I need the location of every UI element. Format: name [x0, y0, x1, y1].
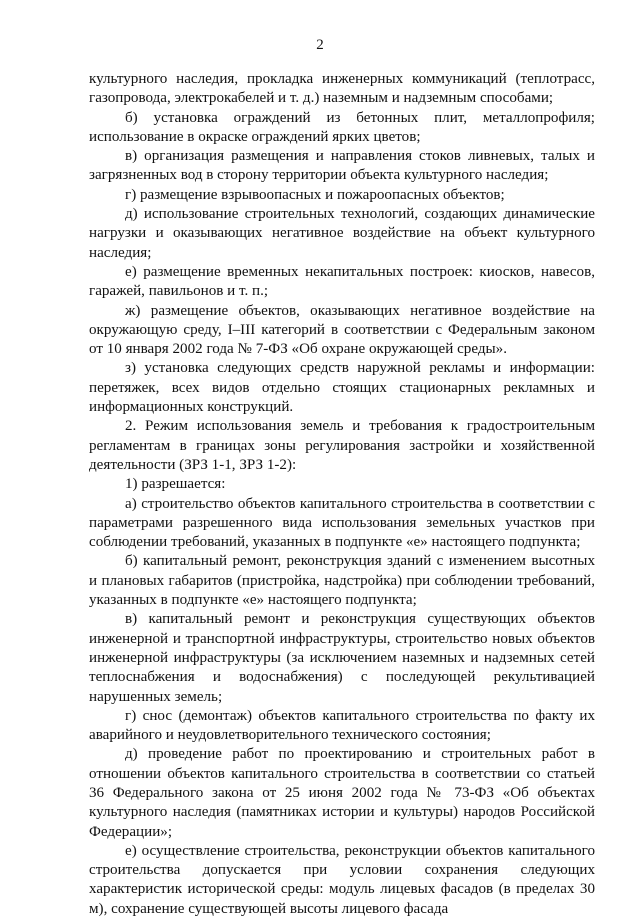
paragraph-item-a: а) строительство объектов капитального строительства в соответствии с параметрами разрешенного вида использования земельных участков при соблюдении требований, указанных в подпункте «е» настоящего подпункта;	[89, 495, 595, 551]
paragraph-item-b: б) установка ограждений из бетонных плит, металлопрофиля; использование в окраске ограждений ярких цветов;	[89, 109, 595, 145]
paragraph-section-2: 2. Режим использования земель и требования к градостроительным регламентам в границах зоны регулирования застройки и хозяйственной деятельности (ЗРЗ 1-1, ЗРЗ 1-2):	[89, 418, 595, 473]
paragraph-item-g-2: г) снос (демонтаж) объектов капитального строительства по факту их аварийного и неудовлетворительного технического состояния;	[89, 707, 595, 744]
paragraph-item-zh: ж) размещение объектов, оказывающих негативное воздействие на окружающую среду, I–III категорий в соответствии с Федеральным законом от 10 января 2002 года № 7-ФЗ «Об охране окружающей среды».	[89, 302, 595, 358]
paragraph-continuation: культурного наследия, прокладка инженерных коммуникаций (теплотрасс, газопровода, электрокабелей и т. д.) наземным и надземным способами;	[89, 71, 595, 107]
document-body	[89, 70, 595, 919]
paragraph-item-d: д) использование строительных технологий, создающих динамические нагрузки и оказывающих негативное воздействие на объект культурного наследия;	[89, 206, 595, 261]
paragraph-subsection-1: 1) разрешается:	[125, 476, 226, 493]
paragraph-item-z: з) установка следующих средств наружной рекламы и информации: перетяжек, всех видов отдельно стоящих стационарных рекламных и информационных конструкций.	[89, 360, 595, 416]
page-number: 2	[316, 37, 324, 53]
paragraph-item-b-2: б) капитальный ремонт, реконструкция зданий с изменением высотных и плановых габаритов (пристройка, надстройка) при соблюдении требований, указанных в подпункте «е» настоящего подпункта;	[89, 553, 595, 609]
paragraph-item-d-2: д) проведение работ по проектированию и строительных работ в отношении объектов капитального строительства в соответствии со статьей 36 Федерального закона от 25 июня 2002 года № 73-ФЗ «Об объектах культурного наследия (памятниках истории и культуры) народов Российской Федерации»;	[89, 746, 595, 840]
paragraph-item-v-2: в) капитальный ремонт и реконструкция существующих объектов инженерной и транспортной инфраструктуры, строительство новых объектов инженерной инфраструктуры (за исключением наземных и надземных сетей теплоснабжения и водоснабжения) с последующей рекультивацией нарушенных земель;	[89, 611, 595, 705]
paragraph-item-e-2: е) осуществление строительства, реконструкции объектов капитального строительства допускается при условии сохранения следующих характеристик исторической среды: модуль лицевых фасадов (в пределах 30 м), сохранение существующей высоты лицевого фасада	[89, 842, 595, 917]
paragraph-item-v: в) организация размещения и направления стоков ливневых, талых и загрязненных вод в сторону территории объекта культурного наследия;	[89, 148, 595, 184]
paragraph-item-g: г) размещение взрывоопасных и пожароопасных объектов;	[125, 186, 505, 203]
paragraph-item-e: е) размещение временных некапитальных построек: киосков, навесов, гаражей, павильонов и т. п.;	[89, 263, 595, 300]
